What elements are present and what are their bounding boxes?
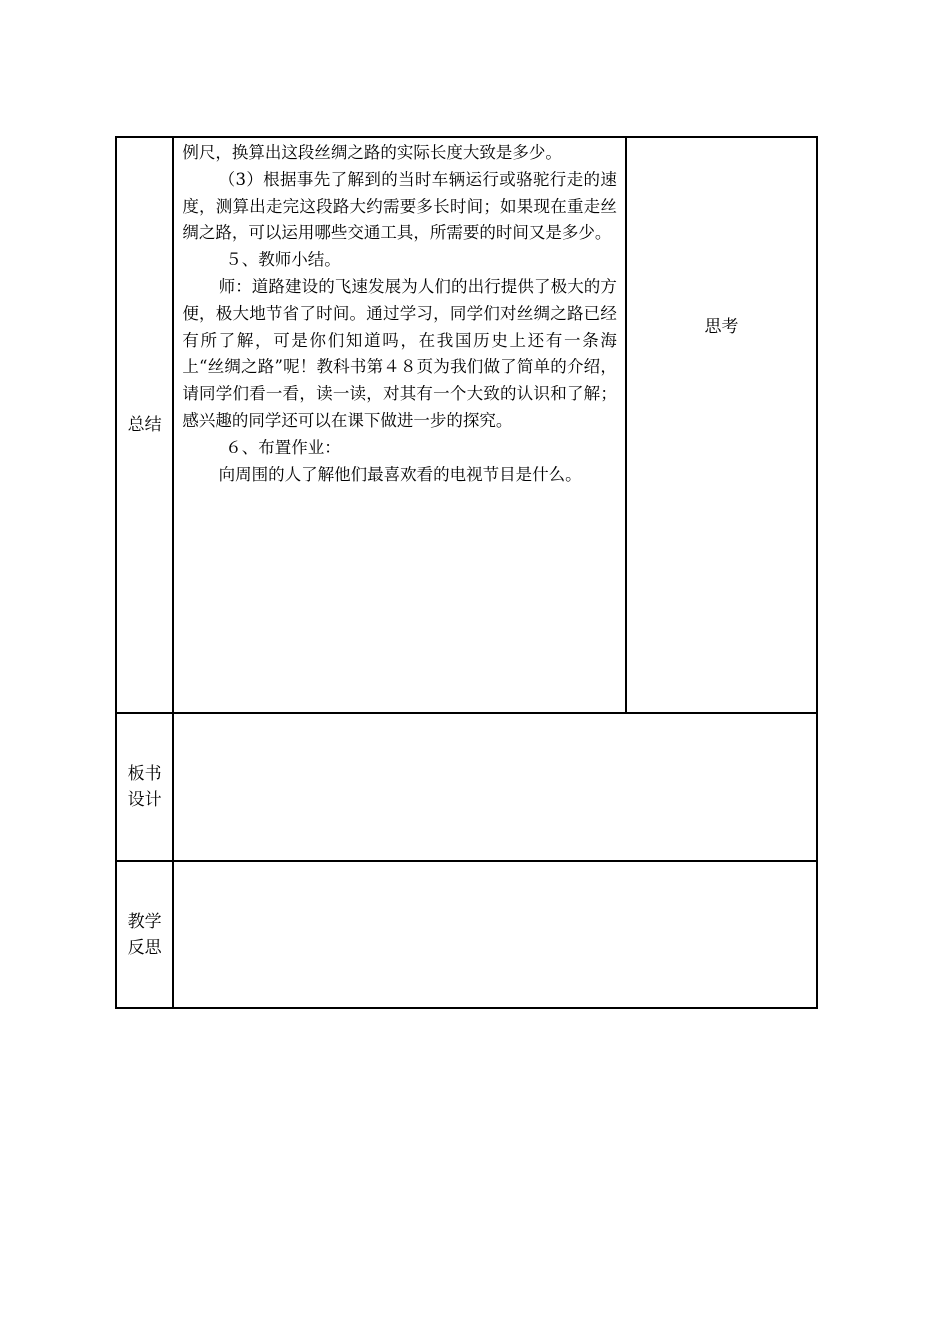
reflection-label-line2: 反思 [127, 937, 162, 958]
reflection-label [116, 861, 173, 1008]
lesson-plan-table [115, 136, 818, 1009]
summary-paragraph-5: ６、布置作业： [225, 437, 341, 457]
summary-content [173, 137, 626, 713]
summary-row [116, 137, 817, 713]
board-design-label-line2: 设计 [127, 790, 162, 810]
board-design-row [116, 713, 817, 861]
reflection-content [173, 861, 817, 1008]
summary-paragraph-2: （3）根据事先了解到的当时车辆运行或骆驼行走的速度，测算出走完这段路大约需要多长时间；如果现在重走丝绸之路，可以运用哪些交通工具，所需要的时间又是多少。 [182, 169, 617, 243]
summary-side-note: 思考 [626, 137, 817, 713]
summary-paragraph-1: 例尺，换算出这段丝绸之路的实际长度大致是多少。 [182, 143, 562, 162]
summary-paragraph-4: 师：道路建设的飞速发展为人们的出行提供了极大的方便，极大地节省了时间。通过学习，同学们对丝绸之路已经有所了解，可是你们知道吗，在我国历史上还有一条海上“丝绸之路”呢！教科书第４８页为我们做了简单的介绍，请同学们看一看，读一读，对其有一个大致的认识和了解；感兴趣的同学还可以在课下做进一步的探究。 [182, 276, 617, 430]
reflection-label-line1: 教学 [127, 911, 162, 932]
reflection-row [116, 861, 817, 1008]
board-design-label-line1: 板书 [127, 764, 162, 784]
summary-label: 总结 [116, 137, 173, 713]
summary-paragraph-6: 向周围的人了解他们最喜欢看的电视节目是什么。 [218, 464, 582, 484]
board-design-content [173, 713, 817, 861]
board-design-label [116, 713, 173, 861]
summary-paragraph-3: ５、教师小结。 [225, 250, 341, 270]
